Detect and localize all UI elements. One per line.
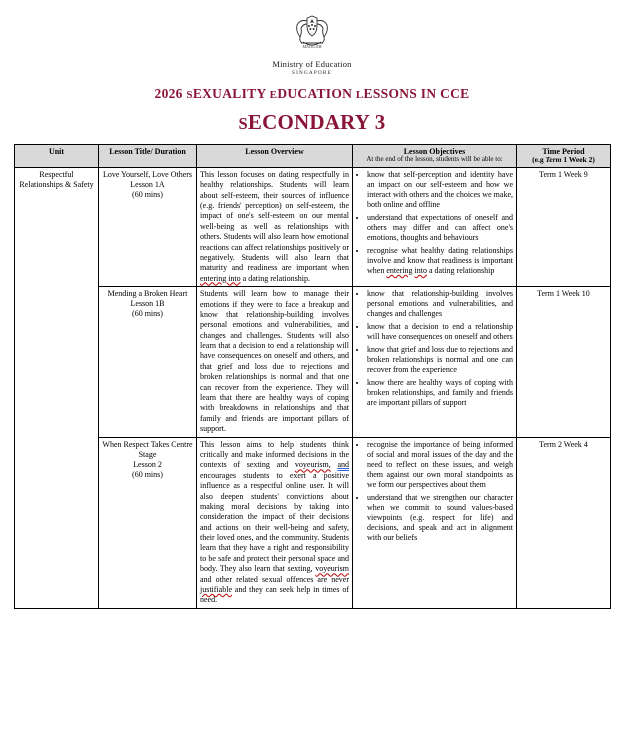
time-period-cell: Term 1 Week 10 <box>517 287 611 437</box>
document-title-level: SECONDARY 3 <box>238 110 386 134</box>
objective-item: • recognise the importance of being informed of social and moral issues of the day and the need to reflect on these issues, and weigh them against our own moral standpoints as we form our perspectives about them <box>367 440 513 490</box>
objective-item: • know that relationship-building involves personal emotions and vulnerabilities, and changes and challenges <box>367 289 513 319</box>
country-label: SINGAPORE <box>292 70 332 76</box>
lesson-overview-cell: This lesson focuses on dating respectfully in healthy relationships. Students will learn about self-esteem, their sources of influence (e.g. friends' perception) on self-esteem, the impact of one's self-esteem on our mental well-being as well as relationships with others. Students will also learn how emotional reactions can affect relationships positively or negatively. Students will also learn that maturity and readiness are important when entering into a dating relationship. <box>197 167 353 286</box>
column-header-time-period-label: Time Period <box>542 147 585 156</box>
objective-item: • know that self-perception and identity have an impact on our self-esteem and how we interact with others and the choices we make, both online and offline <box>367 170 513 210</box>
svg-text:MAJULAH: MAJULAH <box>302 44 322 49</box>
objective-item: • know that a decision to end a relationship will have consequences on oneself and others <box>367 322 513 342</box>
objective-item: • know that grief and loss due to rejections and broken relationships is normal and one can recover from the experience <box>367 345 513 375</box>
lesson-overview-cell: This lesson aims to help students think critically and make informed decisions in the contexts of sexting and voyeurism, and encourages students to exert a positive influence as a respectful online user. It will also deepen students' convictions about making moral decisions by taking into consideration the impact of their decisions and actions on their well-being and safety, their loved ones, and the community. Students learn that they have a right and responsibility to be safe and protect their personal space and body. They also learn that sexting, voyeurism and other related sexual offences are never justifiable and they can seek help in times of need. <box>197 437 353 608</box>
table-body <box>15 167 611 608</box>
column-header-time-period <box>517 145 611 168</box>
table-row <box>15 287 611 437</box>
singapore-state-crest-icon <box>294 12 330 57</box>
table-row <box>15 437 611 608</box>
lesson-title: When Respect Takes Centre Stage <box>102 439 193 459</box>
objective-item: • understand that we strengthen our character when we commit to sound values-based viewpoints (e.g. respect for life) and decisions, and speak and act in alignment with our beliefs <box>367 493 513 543</box>
table-row <box>15 167 611 286</box>
objectives-list <box>356 170 513 276</box>
lesson-title-cell <box>99 437 197 608</box>
time-period-cell: Term 1 Week 9 <box>517 167 611 286</box>
objective-item: • understand that expectations of oneself and others may differ and can affect one's emotions, thoughts and behaviours <box>367 213 513 243</box>
lesson-overview-cell: Students will learn how to manage their emotions if they were to face a breakup and know that relationship-building involves personal emotions and vulnerabilities, and changes and challenges. Students will also learn that a decision to end a relationship will have consequences on oneself and others, and that grief and loss due to rejections and broken relationships is normal and that one can recover from the experience. They will learn that there are healthy ways of coping with breakdowns in relationships and that family and friends are important pillars of support. <box>197 287 353 437</box>
column-header-unit: Unit <box>15 145 99 168</box>
column-header-lesson-objectives <box>353 145 517 168</box>
objectives-list <box>356 440 513 543</box>
lesson-title: Love Yourself, Love Others <box>102 169 193 179</box>
lesson-code: Lesson 2 <box>133 459 162 469</box>
lesson-duration: (60 mins) <box>132 469 163 479</box>
lessons-table <box>14 144 611 609</box>
lesson-objectives-cell <box>353 287 517 437</box>
document-title-year: 2026 SEXUALITY EDUCATION LESSONS IN CCE <box>154 86 470 101</box>
lesson-title: Mending a Broken Heart Lesson 1B <box>107 289 188 309</box>
table-header-row <box>15 145 611 168</box>
ministry-label: Ministry of Education <box>272 59 352 69</box>
lesson-duration: (60 mins) <box>132 309 163 319</box>
table-header <box>15 145 611 168</box>
column-header-lesson-overview: Lesson Overview <box>197 145 353 168</box>
time-period-cell: Term 2 Week 4 <box>517 437 611 608</box>
objective-item: • recognise what healthy dating relationships involve and know that readiness is important when entering into a dating relationship <box>367 246 513 276</box>
crest-container <box>14 12 610 57</box>
unit-cell: Respectful Relationships & Safety <box>15 167 99 608</box>
lesson-objectives-cell <box>353 167 517 286</box>
column-header-time-period-sub: (e.g Term 1 Week 2) <box>532 155 595 165</box>
objectives-list <box>356 289 513 408</box>
lesson-duration: (60 mins) <box>132 189 163 199</box>
lesson-code: Lesson 1A <box>130 179 165 189</box>
lesson-title-cell <box>99 287 197 437</box>
column-header-lesson-objectives-sub: At the end of the lesson, students will be able to: <box>366 155 503 164</box>
lesson-objectives-cell <box>353 437 517 608</box>
ministry-name <box>14 59 610 76</box>
lesson-title-cell <box>99 167 197 286</box>
column-header-lesson-title: Lesson Title/ Duration <box>99 145 197 168</box>
column-header-lesson-objectives-label: Lesson Objectives <box>403 147 466 156</box>
objective-item: • know there are healthy ways of coping with broken relationships, and family and friends are important pillars of support <box>367 378 513 408</box>
